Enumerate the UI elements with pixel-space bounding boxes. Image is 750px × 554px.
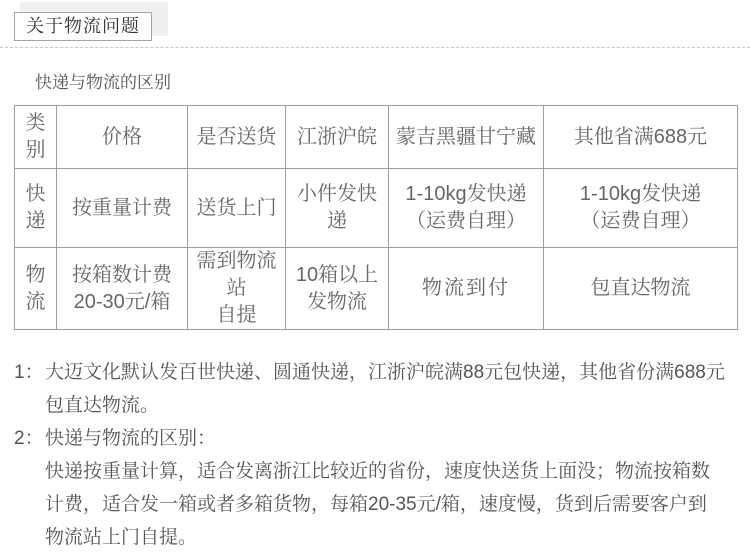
cell-logistics-price: 按箱数计费 20-30元/箱 — [57, 248, 188, 330]
logistics-comparison-table — [14, 105, 738, 330]
table-row-express — [15, 169, 738, 248]
cell-express-jzhw: 小件发快 递 — [286, 169, 389, 248]
cell-express-remote: 1-10kg发快递 （运费自理） — [389, 169, 544, 248]
page-title: 关于物流问题 — [14, 12, 152, 41]
cell-express-category: 快递 — [15, 169, 57, 248]
cell-logistics-category: 物流 — [15, 248, 57, 330]
cell-logistics-delivery: 需到物流站 自提 — [188, 248, 286, 330]
note-2-text: 快递与物流的区别： — [45, 428, 217, 449]
cell-logistics-jzhw: 10箱以上 发物流 — [286, 248, 389, 330]
section-title-block — [0, 0, 750, 42]
note-2 — [14, 422, 744, 455]
note-1-text: 大迈文化默认发百世快递、圆通快递，江浙沪皖满88元包快递，其他省份满688元 包直达物流。 — [45, 362, 725, 416]
note-1 — [14, 356, 744, 422]
cell-express-price: 按重量计费 — [57, 169, 188, 248]
col-header-jzhw-region: 江浙沪皖 — [286, 106, 389, 169]
note-2-number: 2： — [14, 428, 44, 449]
cell-logistics-remote: 物流到付 — [389, 248, 544, 330]
col-header-remote-region: 蒙吉黑疆甘宁藏 — [389, 106, 544, 169]
cell-express-other: 1-10kg发快递 （运费自理） — [544, 169, 738, 248]
cell-logistics-other: 包直达物流 — [544, 248, 738, 330]
note-1-number: 1： — [14, 362, 44, 383]
table-row-logistics — [15, 248, 738, 330]
cell-express-delivery: 送货上门 — [188, 169, 286, 248]
col-header-category: 类别 — [15, 106, 57, 169]
dashed-divider — [0, 47, 750, 48]
note-2-detail: 快递按重量计算，适合发离浙江比较近的省份，速度快送货上面没；物流按箱数 计费，适合发一箱或者多箱货物，每箱20-35元/箱，速度慢，货到后需要客户到 物流站上门自提。 — [45, 461, 711, 548]
notes-section — [14, 356, 744, 554]
col-header-price: 价格 — [57, 106, 188, 169]
col-header-delivery: 是否送货 — [188, 106, 286, 169]
col-header-other-region: 其他省满688元 — [544, 106, 738, 169]
table-header-row — [15, 106, 738, 169]
table-caption: 快递与物流的区别 — [35, 73, 171, 92]
